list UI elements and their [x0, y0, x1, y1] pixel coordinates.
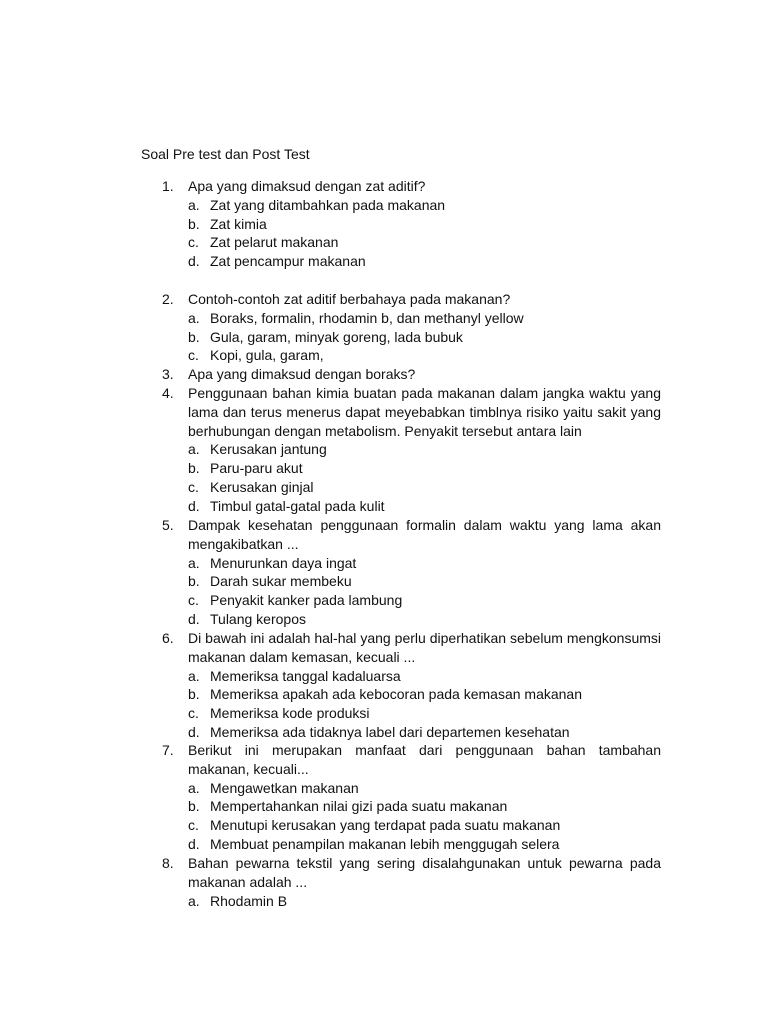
option-text: Memeriksa ada tidaknya label dari departemen kesehatan — [210, 723, 570, 740]
option-text: Menurunkan daya ingat — [210, 554, 357, 571]
option-text: Boraks, formalin, rhodamin b, dan methanyl yellow — [210, 309, 524, 326]
option-a — [162, 554, 661, 573]
option-letter: c. — [188, 478, 199, 495]
option-letter: b. — [188, 686, 200, 703]
option-letter: a. — [188, 441, 200, 458]
option-text: Mengawetkan makanan — [210, 779, 359, 796]
option-b — [162, 459, 661, 478]
question-text: Bahan pewarna tekstil yang sering disalahgunakan untuk pewarna pada makanan adalah ... — [188, 855, 661, 890]
option-a — [162, 440, 661, 459]
question-5 — [162, 516, 661, 629]
question-6 — [162, 629, 661, 742]
question-8 — [162, 854, 661, 910]
option-a — [162, 196, 661, 215]
option-list — [162, 892, 661, 911]
option-a — [162, 892, 661, 911]
question-text: Contoh-contoh zat aditif berbahaya pada makanan? — [188, 291, 511, 307]
option-letter: d. — [188, 497, 200, 514]
option-c — [162, 704, 661, 723]
option-b — [162, 328, 661, 347]
question-1 — [162, 177, 661, 271]
option-letter: c. — [188, 234, 199, 251]
option-letter: b. — [188, 573, 200, 590]
option-letter: a. — [188, 892, 200, 909]
option-list — [162, 309, 661, 365]
option-list — [162, 779, 661, 854]
option-d — [162, 835, 661, 854]
option-text: Zat yang ditambahkan pada makanan — [210, 196, 446, 213]
option-text: Penyakit kanker pada lambung — [210, 592, 403, 609]
option-text: Zat kimia — [210, 215, 267, 232]
option-text: Rhodamin B — [210, 892, 288, 909]
option-letter: a. — [188, 309, 200, 326]
option-a — [162, 779, 661, 798]
option-letter: c. — [188, 817, 199, 834]
option-b — [162, 215, 661, 234]
option-text: Darah sukar membeku — [210, 573, 352, 590]
option-a — [162, 667, 661, 686]
option-c — [162, 346, 661, 365]
option-letter: a. — [188, 554, 200, 571]
option-text: Mempertahankan nilai gizi pada suatu makanan — [210, 798, 508, 815]
option-letter: c. — [188, 347, 199, 364]
option-text: Zat pencampur makanan — [210, 253, 366, 270]
question-text: Berikut ini merupakan manfaat dari penggunaan bahan tambahan makanan, kecuali... — [188, 742, 661, 777]
option-letter: d. — [188, 835, 200, 852]
option-letter: b. — [188, 798, 200, 815]
question-text: Apa yang dimaksud dengan boraks? — [188, 366, 416, 382]
question-number: 7. — [162, 742, 174, 758]
option-b — [162, 572, 661, 591]
page-title: Soal Pre test dan Post Test — [141, 146, 310, 162]
option-b — [162, 685, 661, 704]
option-letter: c. — [188, 592, 199, 609]
option-text: Paru-paru akut — [210, 460, 303, 477]
option-c — [162, 233, 661, 252]
option-text: Menutupi kerusakan yang terdapat pada suatu makanan — [210, 817, 561, 834]
option-d — [162, 497, 661, 516]
option-letter: d. — [188, 723, 200, 740]
option-list — [162, 667, 661, 742]
question-text: Apa yang dimaksud dengan zat aditif? — [188, 178, 426, 194]
question-text: Penggunaan bahan kimia buatan pada makanan dalam jangka waktu yang lama dan terus menerus dapat meyebabkan timblnya risiko yaitu sakit yang berhubungan dengan metabolism. Penyakit tersebut antara lain — [188, 385, 661, 439]
option-c — [162, 591, 661, 610]
option-b — [162, 797, 661, 816]
option-d — [162, 252, 661, 271]
option-letter: b. — [188, 215, 200, 232]
option-d — [162, 723, 661, 742]
question-text: Dampak kesehatan penggunaan formalin dalam waktu yang lama akan mengakibatkan ... — [188, 517, 661, 552]
option-text: Gula, garam, minyak goreng, lada bubuk — [210, 328, 463, 345]
option-c — [162, 816, 661, 835]
question-3 — [162, 365, 661, 384]
question-4 — [162, 384, 661, 516]
option-letter: c. — [188, 705, 199, 722]
option-letter: d. — [188, 610, 200, 627]
option-list — [162, 554, 661, 629]
question-number: 2. — [162, 291, 174, 307]
question-number: 8. — [162, 855, 174, 871]
option-text: Zat pelarut makanan — [210, 234, 339, 251]
option-list — [162, 196, 661, 271]
option-text: Membuat penampilan makanan lebih menggugah selera — [210, 835, 560, 852]
question-number: 6. — [162, 630, 174, 646]
option-letter: a. — [188, 196, 200, 213]
question-7 — [162, 741, 661, 854]
option-text: Memeriksa tanggal kadaluarsa — [210, 667, 401, 684]
option-text: Tulang keropos — [210, 610, 306, 627]
question-number: 1. — [162, 178, 174, 194]
question-number: 4. — [162, 385, 174, 401]
option-text: Kopi, gula, garam, — [210, 347, 324, 364]
option-letter: d. — [188, 253, 200, 270]
question-number: 5. — [162, 517, 174, 533]
option-text: Memeriksa apakah ada kebocoran pada kemasan makanan — [210, 686, 583, 703]
question-2 — [162, 290, 661, 365]
option-letter: b. — [188, 328, 200, 345]
option-letter: a. — [188, 667, 200, 684]
option-a — [162, 309, 661, 328]
option-d — [162, 610, 661, 629]
option-text: Kerusakan jantung — [210, 441, 327, 458]
option-text: Kerusakan ginjal — [210, 478, 314, 495]
question-number: 3. — [162, 366, 174, 382]
option-list — [162, 440, 661, 515]
question-text: Di bawah ini adalah hal-hal yang perlu diperhatikan sebelum mengkonsumsi makanan dalam kemasan, kecuali ... — [188, 630, 661, 665]
option-letter: b. — [188, 460, 200, 477]
option-text: Timbul gatal-gatal pada kulit — [210, 497, 385, 514]
option-text: Memeriksa kode produksi — [210, 705, 370, 722]
option-c — [162, 478, 661, 497]
option-letter: a. — [188, 779, 200, 796]
